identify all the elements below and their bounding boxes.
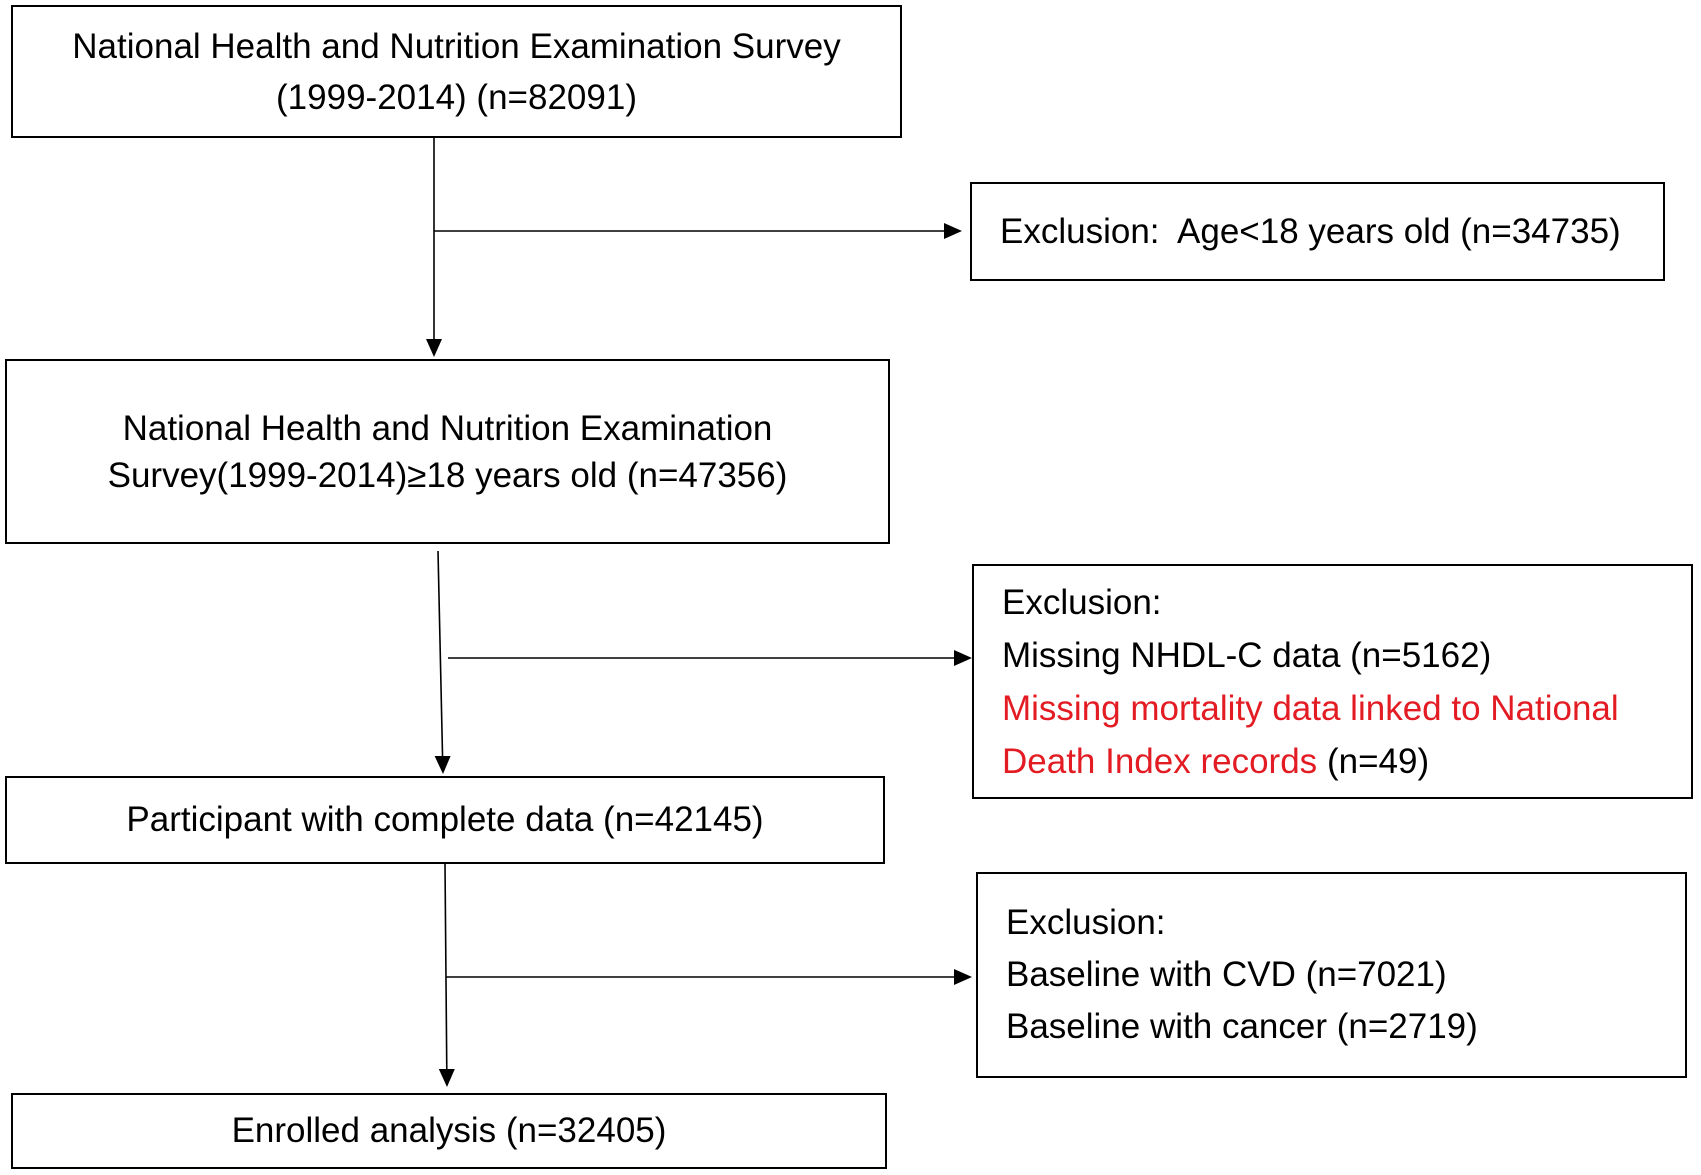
exclusion-missing-mortality-red-text: Death Index records bbox=[1002, 741, 1318, 781]
exclusion-missing-nhdl: Missing NHDL-C data (n=5162) bbox=[1002, 635, 1492, 675]
arrow-to-exclusion-age-head bbox=[944, 223, 962, 239]
box-survey-total bbox=[11, 5, 902, 138]
box-survey-adults bbox=[5, 359, 890, 544]
arrow-to-exclusion-baseline-head bbox=[954, 969, 972, 985]
arrow-adults-to-complete-head bbox=[435, 756, 451, 774]
arrow-to-exclusion-missing-head bbox=[954, 650, 972, 666]
exclusion-missing-title: Exclusion: bbox=[1002, 582, 1162, 622]
box-enrolled-analysis bbox=[11, 1093, 887, 1169]
survey-adults-line-1: National Health and Nutrition Examination bbox=[122, 408, 773, 448]
survey-total-line-1: National Health and Nutrition Examination Survey bbox=[72, 26, 841, 66]
survey-total-line-2: (1999-2014) (n=82091) bbox=[276, 77, 637, 117]
enrolled-analysis-text: Enrolled analysis (n=32405) bbox=[231, 1111, 667, 1150]
exclusion-missing-mortality-line-2 bbox=[1002, 735, 1429, 788]
arrow-complete-to-enrolled-line bbox=[445, 864, 447, 1072]
survey-adults-line-2: Survey(1999-2014)≥18 years old (n=47356) bbox=[107, 455, 788, 495]
exclusion-baseline-cancer: Baseline with cancer (n=2719) bbox=[1006, 1007, 1478, 1046]
arrow-adults-to-complete-line bbox=[438, 551, 443, 759]
exclusion-baseline-title: Exclusion: bbox=[1006, 903, 1166, 942]
exclusion-missing-mortality-count: (n=49) bbox=[1326, 741, 1430, 781]
exclusion-baseline-cvd: Baseline with CVD (n=7021) bbox=[1006, 955, 1447, 994]
arrow-survey-to-adults-head bbox=[426, 339, 442, 357]
exclusion-age-text: Exclusion: Age<18 years old (n=34735) bbox=[1000, 211, 1621, 251]
box-exclusion-age bbox=[970, 182, 1665, 281]
box-complete-data bbox=[5, 776, 885, 864]
arrow-complete-to-enrolled-head bbox=[439, 1069, 455, 1087]
box-exclusion-baseline bbox=[976, 872, 1687, 1078]
box-exclusion-missing bbox=[972, 564, 1693, 799]
complete-data-text: Participant with complete data (n=42145) bbox=[126, 800, 764, 839]
exclusion-missing-mortality-line-1: Missing mortality data linked to National bbox=[1002, 688, 1619, 728]
